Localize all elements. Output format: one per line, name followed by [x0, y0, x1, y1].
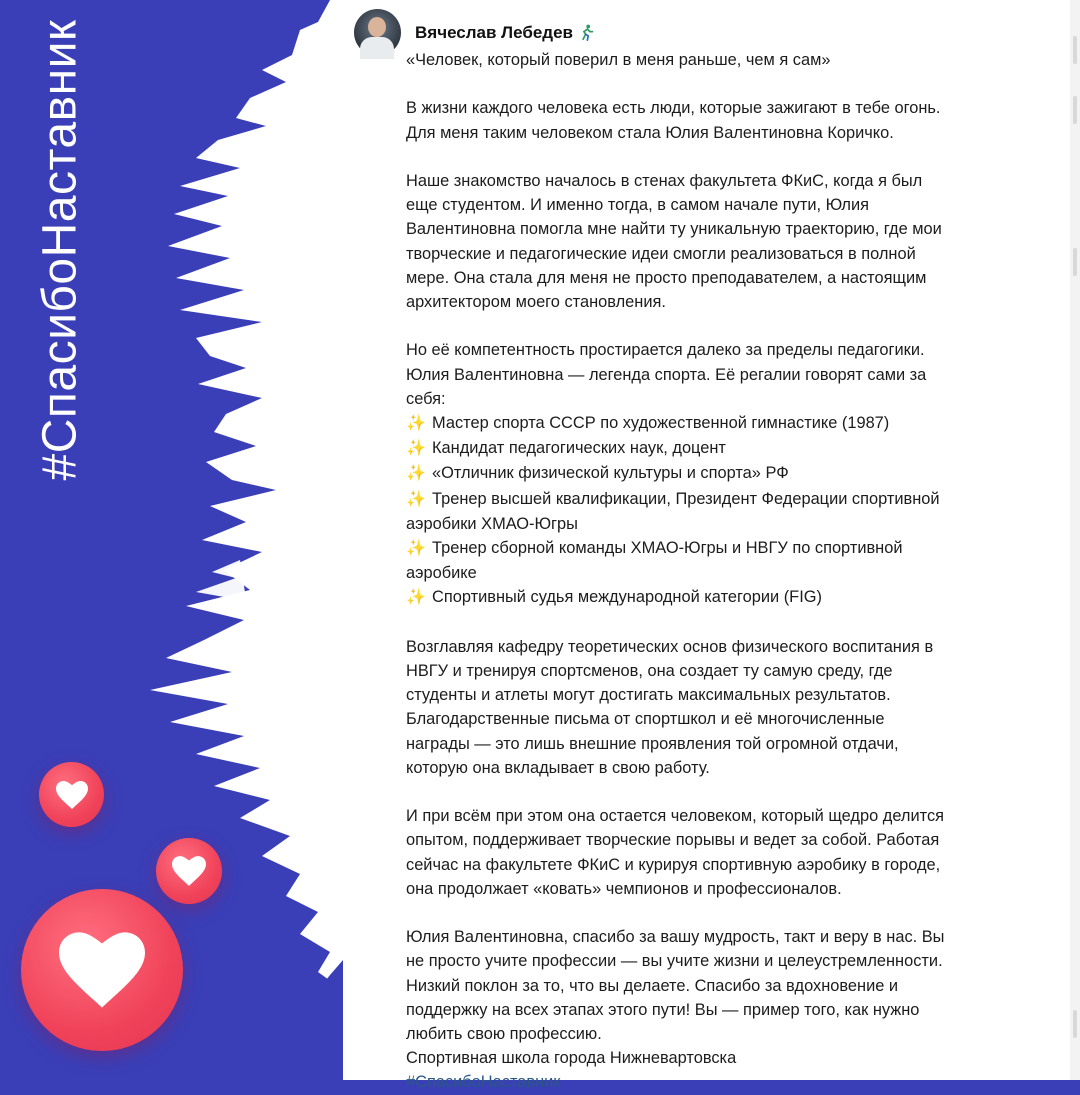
post-title: «Человек, который поверил в меня раньше, чем я сам»: [406, 51, 831, 69]
hashtag-link[interactable]: #СпасибоНаставник: [406, 1073, 561, 1092]
avatar[interactable]: [354, 9, 401, 56]
paragraph-line: В жизни каждого человека есть люди, которые зажигают в тебе огонь.: [406, 99, 941, 118]
sparkles-icon: ✨: [406, 589, 426, 607]
regalia-item-continuation: аэробике: [406, 564, 477, 583]
paragraph-line: Наше знакомство началось в стенах факультета ФКиС, когда я был: [406, 171, 923, 190]
running-person-icon: [578, 24, 595, 41]
regalia-item: ✨ Тренер сборной команды ХМАО-Югры и НВГУ по спортивной: [406, 536, 1066, 561]
paragraph-line: архитектором моего становления.: [406, 293, 666, 311]
paragraph-line: любить свою профессию.: [406, 1025, 602, 1044]
paragraph-line: Низкий поклон за то, что вы делаете. Спасибо за вдохновение и: [406, 976, 899, 995]
author-name[interactable]: Вячеслав Лебедев: [415, 22, 573, 42]
paragraph-line: творческие и педагогические идеи смогли реализоваться в полной: [406, 244, 916, 263]
heart-badge-small: [39, 762, 104, 827]
paragraph-line: опытом, поддерживает творческие порывы и ведет за собой. Работая: [406, 831, 940, 850]
paragraph-line: она продолжает «ковать» чемпионов и профессионалов.: [406, 879, 842, 898]
sparkles-icon: ✨: [406, 490, 426, 508]
heart-icon: [172, 856, 206, 886]
paragraph-line: НВГУ и тренируя спортсменов, она создает ту самую среду, где: [406, 662, 893, 681]
paragraph-line: не просто учите профессии — вы учите жизни и целеустремленности.: [406, 952, 943, 971]
heart-badge-large: [21, 889, 183, 1051]
post-body: [406, 48, 1066, 1095]
paragraph-line: Возглавляя кафедру теоретических основ физического воспитания в: [406, 637, 934, 656]
paragraph-line: поддержку на всех этапах этого пути! Вы — пример того, как нужно: [406, 1000, 920, 1019]
sparkles-icon: ✨: [406, 540, 426, 558]
paragraph-line: Для меня таким человеком стала Юлия Валентиновна Коричко.: [406, 123, 894, 142]
paragraph-line: которую она вкладывает в свою работу.: [406, 758, 710, 777]
sparkles-icon: ✨: [406, 415, 426, 432]
paragraph-line: сейчас на факультете ФКиС и курируя спортивную аэробику в городе,: [406, 855, 941, 874]
paragraph-line: И при всём при этом она остается человеком, который щедро делится: [406, 807, 945, 826]
heart-icon: [59, 932, 145, 1008]
heart-badge-medium: [156, 838, 222, 904]
paragraph-line: еще студентом. И именно тогда, в самом начале пути, Юлия: [406, 196, 870, 215]
paragraph-line: мере. Она стала для меня не просто преподавателем, а настоящим: [406, 268, 927, 287]
vertical-hashtag-title: #СпасибоНаставник: [33, 19, 87, 481]
regalia-item-continuation: аэробики ХМАО-Югры: [406, 514, 578, 533]
signature-line: Спортивная школа города Нижневартовска: [406, 1049, 737, 1068]
sparkles-icon: ✨: [406, 465, 426, 483]
paragraph-line: награды — это лишь внешние проявления той огромной отдачи,: [406, 734, 899, 753]
paragraph-line: Благодарственные письма от спортшкол и её многочисленные: [406, 710, 885, 729]
regalia-item: ✨ Спортивный судья международной категории (FIG): [406, 585, 1066, 610]
paragraph-line: Юлия Валентиновна — легенда спорта. Её регалии говорят сами за: [406, 365, 927, 384]
paragraph-line: Но её компетентность простирается далеко за пределы педагогики.: [406, 341, 925, 360]
sparkles-icon: ✨: [406, 440, 426, 458]
paragraph-line: себя:: [406, 389, 446, 408]
regalia-item: ✨ «Отличник физической культуры и спорта» РФ: [406, 461, 1066, 486]
paragraph-line: студенты и атлеты могут достигать максимальных результатов.: [406, 686, 891, 705]
post-card: [343, 0, 1080, 1092]
regalia-item: ✨ Мастер спорта СССР по художественной гимнастике (1987): [406, 411, 1066, 436]
paragraph-line: Юлия Валентиновна, спасибо за вашу мудрость, такт и веру в нас. Вы: [406, 928, 945, 947]
regalia-item: ✨ Тренер высшей квалификации, Президент Федерации спортивной: [406, 487, 1066, 512]
paragraph-line: Валентиновна помогла мне найти ту уникальную траекторию, где мои: [406, 220, 942, 239]
scroll-edge: [1070, 0, 1080, 1080]
heart-icon: [56, 781, 88, 809]
regalia-item: ✨ Кандидат педагогических наук, доцент: [406, 436, 1066, 461]
